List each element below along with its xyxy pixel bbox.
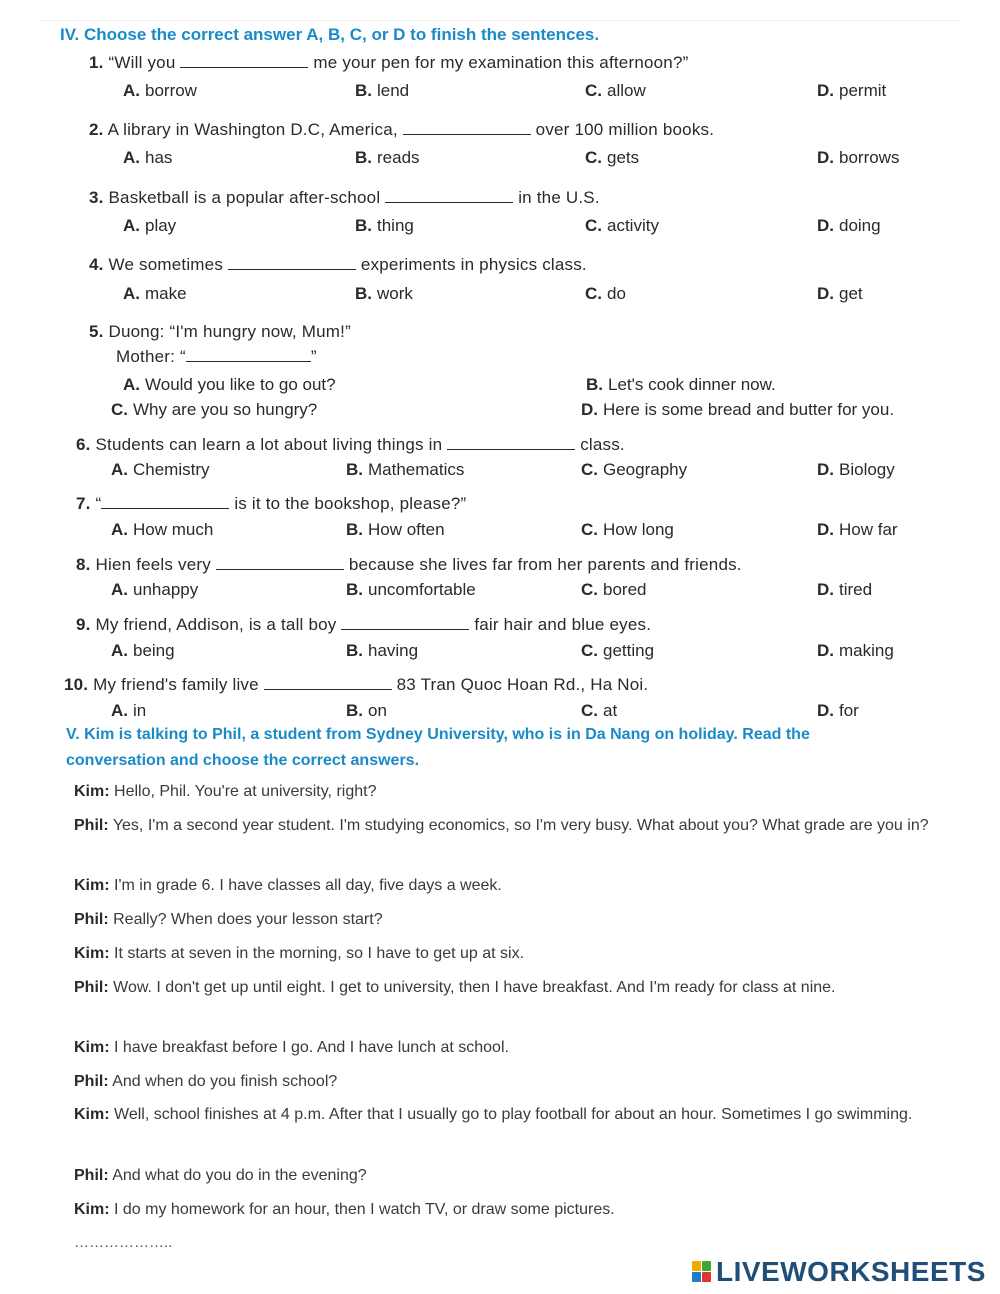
question-number: 6. <box>76 435 91 454</box>
speaker: Kim: <box>74 783 110 800</box>
option-b[interactable]: B. Let's cook dinner now. <box>586 375 776 394</box>
question-line-1: Duong: “I'm hungry now, Mum!” <box>108 322 351 341</box>
liveworksheets-logo <box>692 1256 986 1288</box>
question-number: 2. <box>89 120 104 139</box>
answer-blank[interactable] <box>228 256 356 270</box>
question-text-before: We sometimes <box>108 255 224 274</box>
dialogue-text: And what do you do in the evening? <box>112 1167 367 1184</box>
option-b[interactable]: B. How often <box>346 520 445 539</box>
dialogue-text: I'm in grade 6. I have classes all day, five days a week. <box>114 877 502 894</box>
option-d[interactable]: D. doing <box>817 216 881 235</box>
question-number: 10. <box>64 675 89 694</box>
option-d[interactable]: D. How far <box>817 520 898 539</box>
dialogue-line <box>74 872 954 899</box>
question-6 <box>76 435 625 455</box>
question-text-before: “ <box>95 494 102 513</box>
speaker: Phil: <box>74 1167 109 1184</box>
question-text-after: class. <box>580 435 625 454</box>
answer-blank[interactable] <box>101 495 229 509</box>
question-text-after: is it to the bookshop, please?” <box>234 494 467 513</box>
top-rule <box>40 20 960 21</box>
dialogue-text: It starts at seven in the morning, so I have to get up at six. <box>114 945 525 962</box>
question-4 <box>89 255 587 275</box>
dialogue-line <box>74 974 954 1001</box>
question-7 <box>76 494 466 514</box>
option-d[interactable]: D. Here is some bread and butter for you. <box>581 400 895 419</box>
answer-blank[interactable] <box>180 54 308 68</box>
option-a[interactable]: A. How much <box>111 520 214 539</box>
answer-blank[interactable] <box>447 436 575 450</box>
dialogue-text: Really? When does your lesson start? <box>113 911 383 928</box>
option-d[interactable]: D. get <box>817 284 863 303</box>
section-5-title-line-1: V. Kim is talking to Phil, a student from Sydney University, who is in Da Nang on holiday. Read the <box>66 726 810 743</box>
question-text-before: Basketball is a popular after-school <box>108 188 381 207</box>
speaker: Phil: <box>74 979 109 996</box>
speaker: Kim: <box>74 1106 110 1123</box>
option-b[interactable]: B. uncomfortable <box>346 580 476 599</box>
dialogue-text: Well, school finishes at 4 p.m. After that I usually go to play football for about an hour. Sometimes I go swimming. <box>114 1106 913 1123</box>
dialogue-text: I do my homework for an hour, then I watch TV, or draw some pictures. <box>114 1201 615 1218</box>
question-2 <box>89 120 714 140</box>
dialogue-line <box>74 1034 954 1061</box>
question-number: 5. <box>89 322 104 341</box>
speaker: Phil: <box>74 1073 109 1090</box>
section-5-title-line-2: conversation and choose the correct answers. <box>66 752 420 769</box>
dialogue-line <box>74 906 954 933</box>
answer-blank[interactable] <box>186 348 311 362</box>
logo-text: LIVEWORKSHEETS <box>716 1256 986 1287</box>
question-text-after: me your pen for my examination this afternoon?” <box>313 53 689 72</box>
option-a[interactable]: A. being <box>111 641 175 660</box>
option-b[interactable]: B. on <box>346 701 387 720</box>
question-text-after: 83 Tran Quoc Hoan Rd., Ha Noi. <box>396 675 649 694</box>
option-a[interactable]: A. play <box>123 216 177 235</box>
speaker: Phil: <box>74 911 109 928</box>
dialogue-text: Hello, Phil. You're at university, right? <box>114 783 377 800</box>
option-c[interactable]: C. How long <box>581 520 674 539</box>
question-1 <box>89 53 688 73</box>
option-d[interactable]: D. for <box>817 701 859 720</box>
question-9 <box>76 615 651 635</box>
answer-blank[interactable] <box>264 676 392 690</box>
answer-blank[interactable] <box>216 556 344 570</box>
answer-blank[interactable] <box>403 121 531 135</box>
dialogue-line <box>74 1068 954 1095</box>
dialogue-line <box>74 1196 954 1223</box>
option-d[interactable]: D. borrows <box>817 148 900 167</box>
answer-blank[interactable] <box>341 616 469 630</box>
option-c[interactable]: C. activity <box>585 216 659 235</box>
speaker: Kim: <box>74 877 110 894</box>
speaker: Kim: <box>74 1201 110 1218</box>
option-c[interactable]: C. at <box>581 701 618 720</box>
option-c[interactable]: C. gets <box>585 148 640 167</box>
question-3 <box>89 188 600 208</box>
answer-blank[interactable] <box>385 189 513 203</box>
question-10 <box>64 675 648 695</box>
option-a[interactable]: A. in <box>111 701 147 720</box>
question-text-before: My friend's family live <box>93 675 259 694</box>
question-text-before: “Will you <box>108 53 176 72</box>
dialogue-line <box>74 812 954 839</box>
dialogue-text: Wow. I don't get up until eight. I get to university, then I have breakfast. And I'm ready for class at nine. <box>113 979 836 996</box>
question-text-before: My friend, Addison, is a tall boy <box>95 615 337 634</box>
question-text-before: Mother: “ <box>116 347 186 366</box>
question-5-line-2 <box>116 347 317 367</box>
dialogue-text: I have breakfast before I go. And I have lunch at school. <box>114 1039 509 1056</box>
option-b[interactable]: B. thing <box>355 216 414 235</box>
question-number: 4. <box>89 255 104 274</box>
option-c[interactable]: C. bored <box>581 580 647 599</box>
option-b[interactable]: B. lend <box>355 81 410 100</box>
option-d[interactable]: D. tired <box>817 580 873 599</box>
question-text-before: Hien feels very <box>95 555 211 574</box>
option-c[interactable]: C. allow <box>585 81 646 100</box>
option-d[interactable]: D. permit <box>817 81 887 100</box>
question-number: 3. <box>89 188 104 207</box>
dialogue-line <box>74 1101 954 1128</box>
question-8 <box>76 555 742 575</box>
question-text-before: Students can learn a lot about living things in <box>95 435 443 454</box>
question-number: 1. <box>89 53 104 72</box>
question-number: 7. <box>76 494 91 513</box>
option-b[interactable]: B. work <box>355 284 413 303</box>
dialogue-line <box>74 940 954 967</box>
option-a[interactable]: A. Would you like to go out? <box>123 375 336 394</box>
question-text-after: ” <box>310 347 317 366</box>
question-text-after: experiments in physics class. <box>360 255 587 274</box>
option-a[interactable]: A. unhappy <box>111 580 199 599</box>
dialogue-line <box>74 778 954 805</box>
question-text-after: over 100 million books. <box>535 120 715 139</box>
option-a[interactable]: A. Chemistry <box>111 460 210 479</box>
speaker: Kim: <box>74 1039 110 1056</box>
dialogue-text: And when do you finish school? <box>112 1073 338 1090</box>
option-c[interactable]: C. getting <box>581 641 655 660</box>
option-b[interactable]: B. Mathematics <box>346 460 465 479</box>
option-a[interactable]: A. borrow <box>123 81 197 100</box>
question-number: 8. <box>76 555 91 574</box>
dialogue-text: Yes, I'm a second year student. I'm studying economics, so I'm very busy. What about you? What grade are you in? <box>112 817 929 834</box>
liveworksheets-mark-icon <box>692 1261 712 1283</box>
option-c[interactable]: C. Why are you so hungry? <box>111 400 318 419</box>
option-b[interactable]: B. reads <box>355 148 420 167</box>
speaker: Kim: <box>74 945 110 962</box>
question-text-after: in the U.S. <box>518 188 600 207</box>
question-text-after: because she lives far from her parents and friends. <box>348 555 742 574</box>
option-c[interactable]: C. Geography <box>581 460 688 479</box>
option-d[interactable]: D. making <box>817 641 894 660</box>
question-5 <box>89 322 351 342</box>
speaker: Phil: <box>74 817 109 834</box>
dialogue-line <box>74 1162 954 1189</box>
question-text-before: A library in Washington D.C, America, <box>107 120 398 139</box>
option-d[interactable]: D. Biology <box>817 460 895 479</box>
option-a[interactable]: A. make <box>123 284 187 303</box>
section-4-title: IV. Choose the correct answer A, B, C, or D to finish the sentences. <box>60 25 600 44</box>
option-b[interactable]: B. having <box>346 641 419 660</box>
question-number: 9. <box>76 615 91 634</box>
ellipsis: ……………….. <box>74 1234 173 1251</box>
option-a[interactable]: A. has <box>123 148 173 167</box>
question-text-after: fair hair and blue eyes. <box>474 615 652 634</box>
option-c[interactable]: C. do <box>585 284 626 303</box>
